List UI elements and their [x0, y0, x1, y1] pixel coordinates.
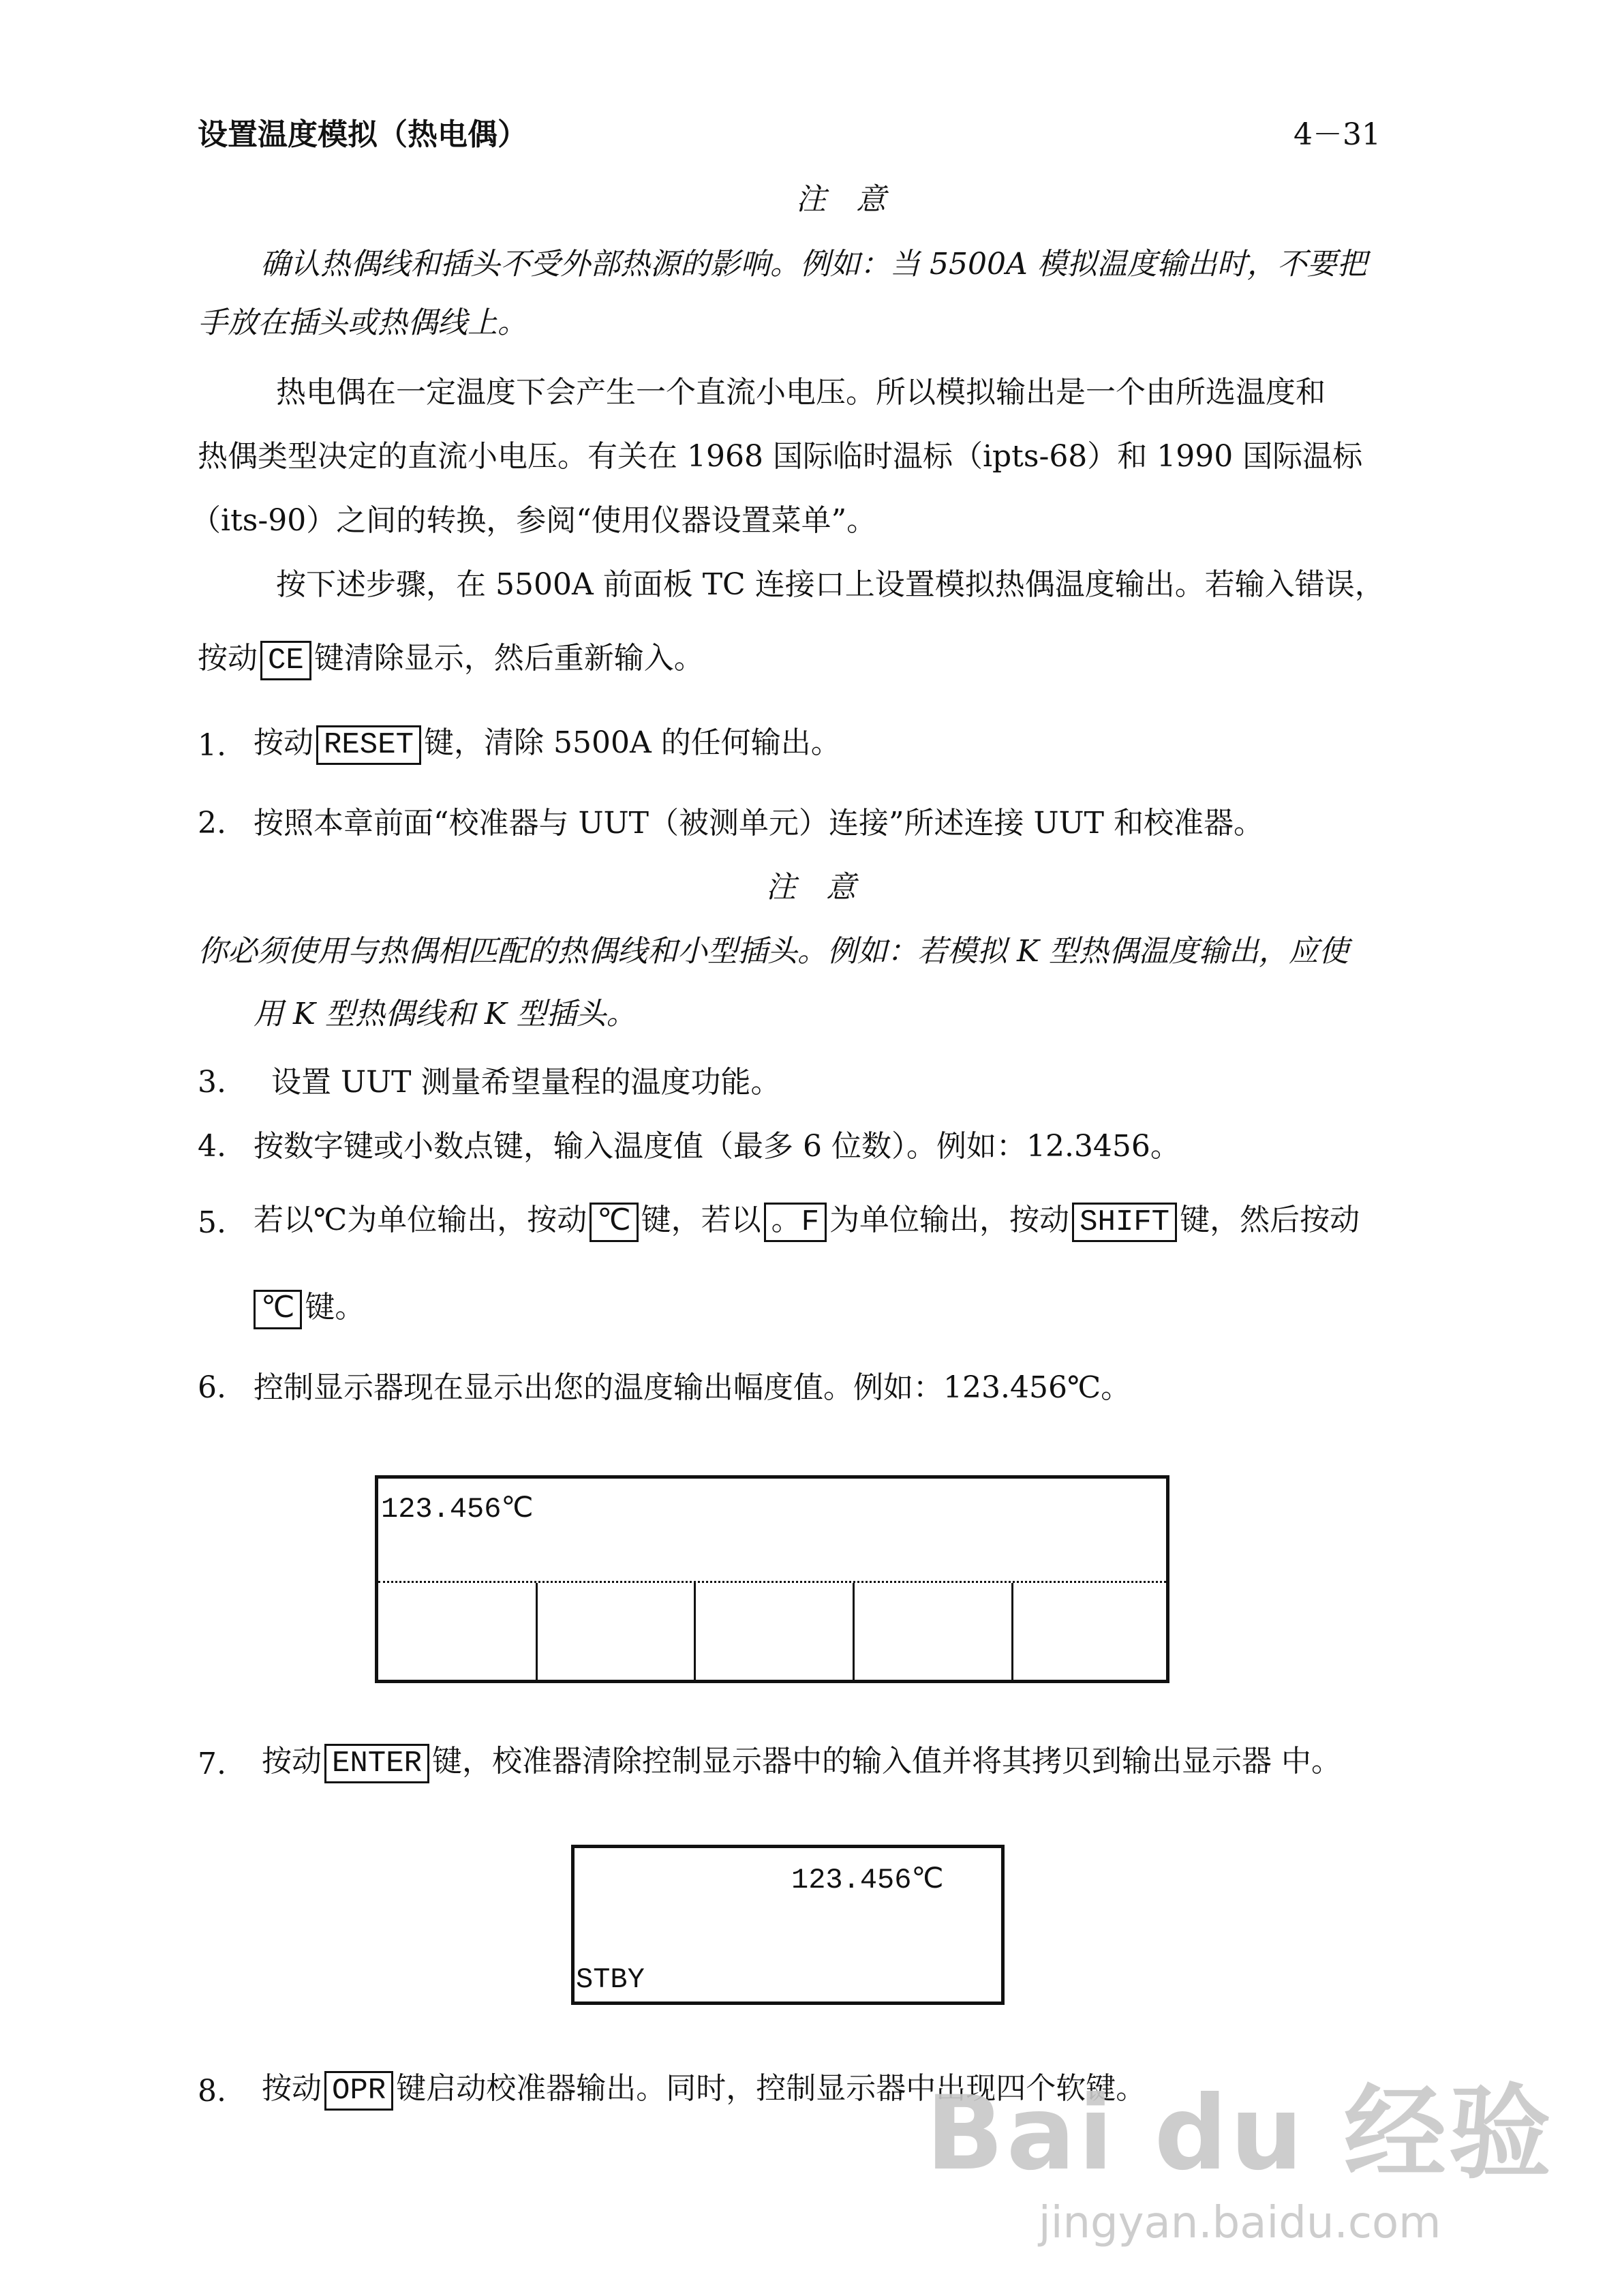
opr-key: OPR: [324, 2071, 393, 2111]
watermark-logo: Bai du 经验: [925, 2074, 1554, 2193]
output-display: [571, 1845, 1005, 2005]
step-6: 控制显示器现在显示出您的温度输出幅度值。例如：123.456℃。: [254, 1370, 1131, 1405]
text-run: 键。: [305, 1290, 365, 1325]
reset-key: RESET: [316, 725, 421, 765]
celsius-key: ℃: [254, 1290, 302, 1329]
note-text-line: 你必须使用与热偶相匹配的热偶线和小型插头。例如：若模拟 K 型热偶温度输出，应使: [198, 934, 1349, 969]
text-run: 若以℃为单位输出，按动: [254, 1203, 587, 1237]
paragraph-line: （its-90）之间的转换，参阅“使用仪器设置菜单”。: [191, 503, 877, 538]
paragraph-line: 热电偶在一定温度下会产生一个直流小电压。所以模拟输出是一个由所选温度和: [276, 375, 1326, 410]
text-run: 键启动校准器输出。同时，控制显示器中出现四个软键。: [396, 2071, 1146, 2106]
paragraph-line: 热偶类型决定的直流小电压。有关在 1968 国际临时温标（ipts-68）和 1990 国际温标: [198, 439, 1363, 474]
note-text-line: 手放在插头或热偶线上。: [198, 305, 527, 340]
step-2: 按照本章前面“校准器与 UUT（被测单元）连接”所述连接 UUT 和校准器。: [254, 806, 1264, 841]
note-heading: 注 意: [766, 870, 856, 905]
step-number: 7.: [198, 1747, 226, 1781]
step-3: 设置 UUT 测量希望量程的温度功能。: [271, 1065, 781, 1100]
page-title: 设置温度模拟（热电偶）: [198, 117, 527, 152]
text-run: 键，然后按动: [1180, 1203, 1360, 1237]
step-number: 3.: [198, 1065, 226, 1100]
step-number: 5.: [198, 1205, 226, 1240]
step-number: 2.: [198, 806, 226, 841]
step-number: 1.: [198, 728, 226, 763]
paragraph-line: [198, 641, 704, 680]
page-number: 4－31: [1294, 117, 1381, 152]
text-run: 键，若以: [641, 1203, 761, 1237]
softkey-divider: [853, 1583, 855, 1680]
control-display: [375, 1475, 1169, 1683]
ce-key: CE: [260, 641, 311, 680]
softkey-divider: [536, 1583, 538, 1680]
text-run: 按动: [262, 2071, 322, 2106]
softkey-row: [378, 1583, 1166, 1680]
enter-key: ENTER: [324, 1744, 429, 1783]
step-1: [254, 725, 841, 765]
step-5: [254, 1203, 1360, 1242]
text-run: 键，校准器清除控制显示器中的输入值并将其拷贝到输出显示器 中。: [432, 1744, 1342, 1779]
fahrenheit-key: 。F: [764, 1203, 827, 1242]
text-run: 为单位输出，按动: [829, 1203, 1070, 1237]
watermark-url: jingyan.baidu.com: [1038, 2198, 1441, 2248]
control-display-value: 123.456℃: [381, 1493, 534, 1526]
baidu-watermark: [925, 2051, 1554, 2248]
shift-key: SHIFT: [1072, 1203, 1177, 1242]
text-run: 键清除显示，然后重新输入。: [313, 641, 704, 676]
step-7: [262, 1744, 1341, 1783]
text-run: 按动: [198, 641, 258, 676]
step-number: 4.: [198, 1129, 226, 1164]
step-number: 8.: [198, 2074, 226, 2109]
celsius-key: ℃: [590, 1203, 638, 1242]
softkey-divider: [694, 1583, 696, 1680]
step-number: 6.: [198, 1370, 226, 1405]
output-display-value: 123.456℃: [791, 1864, 944, 1897]
step-4: 按数字键或小数点键，输入温度值（最多 6 位数）。例如：12.3456。: [254, 1129, 1180, 1164]
text-run: 按动: [262, 1744, 322, 1779]
text-run: 按动: [254, 725, 313, 760]
paragraph-line: 按下述步骤，在 5500A 前面板 TC 连接口上设置模拟热偶温度输出。若输入错误，: [276, 567, 1385, 602]
note-heading: 注 意: [796, 182, 886, 217]
standby-indicator: STBY: [576, 1963, 645, 1996]
note-text-line: 用 K 型热偶线和 K 型插头。: [254, 997, 637, 1031]
text-run: 键，清除 5500A 的任何输出。: [424, 725, 841, 760]
step-5-continued: [254, 1290, 365, 1329]
note-text-line: 确认热偶线和插头不受外部热源的影响。例如：当 5500A 模拟温度输出时，不要把: [260, 247, 1367, 282]
softkey-divider: [1011, 1583, 1013, 1680]
